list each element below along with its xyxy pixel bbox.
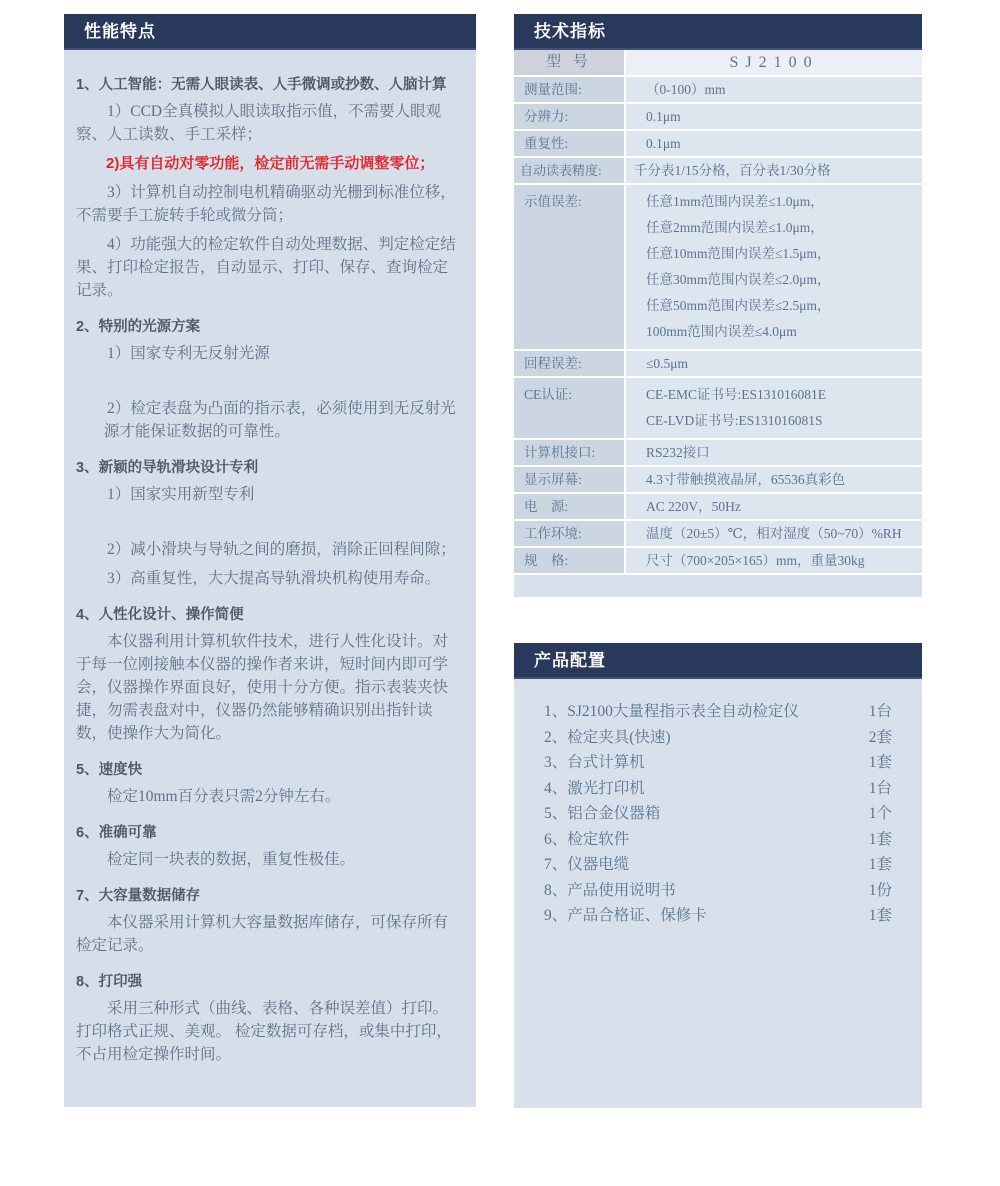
spec-row [514, 77, 922, 104]
tech-specs-panel [514, 14, 922, 597]
spec-value-line: 100mm范围内误差≤4.0μm [646, 324, 797, 339]
config-item [544, 852, 892, 878]
spec-label: 重复性: [514, 131, 626, 156]
features-panel-body [64, 50, 476, 1107]
spec-row [514, 104, 922, 131]
paragraph: 2）减小滑块与导轨之间的磨损，消除正回程间隙； [107, 541, 456, 558]
spec-row [514, 548, 922, 575]
spec-value: 4.3寸带触摸液晶屏，65536真彩色 [626, 467, 922, 492]
spec-row [514, 351, 922, 378]
feature-section-3 [76, 456, 456, 590]
spec-value-line: 任意1mm范围内误差≤1.0μm， [646, 194, 824, 209]
spec-label: 分辨力: [514, 104, 626, 129]
item-name: 8、产品使用说明书 [544, 881, 676, 899]
feature-section-5 [76, 758, 456, 808]
product-config-body [514, 679, 922, 1108]
item-qty: 1套 [868, 754, 892, 771]
item-name: 7、仪器电缆 [544, 856, 630, 873]
config-item [544, 750, 892, 776]
spec-value-line: 任意2mm范围内误差≤1.0μm， [646, 220, 824, 235]
features-panel [64, 14, 476, 1109]
paragraph: 2）检定表盘为凸面的指示表，必须使用到无反射光源才能保证数据的可靠性。 [103, 400, 456, 440]
spec-row [514, 440, 922, 467]
spec-table [514, 50, 922, 597]
paragraph: 3）计算机自动控制电机精确驱动光栅到标准位移，不需要手工旋转手轮或微分筒； [76, 184, 456, 224]
paragraph: 采用三种形式（曲线、表格、各种误差值）打印。打印格式正规、美观。 检定数据可存档，或集中打印，不占用检定操作时间。 [76, 1000, 452, 1063]
product-config-title: 产品配置 [514, 643, 922, 679]
config-item [544, 725, 892, 751]
section-heading: 2、特别的光源方案 [76, 319, 201, 335]
tech-specs-title: 技术指标 [514, 14, 922, 50]
spec-label: 规 格: [514, 548, 626, 573]
product-config-panel [514, 643, 922, 1108]
paragraph: 1）国家专利无反射光源 [107, 345, 270, 362]
config-item [544, 801, 892, 827]
spec-value: 0.1μm [626, 131, 922, 156]
paragraph: 检定同一块表的数据，重复性极佳。 [107, 851, 356, 868]
spec-value: RS232接口 [626, 440, 922, 465]
spec-row [514, 494, 922, 521]
item-qty: 1套 [868, 907, 892, 924]
item-name: 2、检定夹具(快速) [544, 728, 671, 746]
paragraph: 本仪器利用计算机软件技术，进行人性化设计。对于每一位刚接触本仪器的操作者来讲，短时间内即可学会，仪器操作界面良好，使用十分方便。指示表装夹快捷，勿需表盘对中，仪器仍然能够精确识别出指针读数，使操作大为简化。 [76, 633, 449, 742]
spec-value: 千分表1/15分格，百分表1/30分格 [626, 158, 922, 183]
feature-section-4 [76, 603, 456, 745]
spec-value-line: 任意10mm范围内误差≤1.5μm， [646, 246, 831, 261]
item-qty: 1台 [868, 779, 892, 797]
spec-label: 回程误差: [514, 351, 626, 376]
config-item [544, 827, 892, 853]
feature-section-7 [76, 884, 456, 957]
config-item [544, 878, 892, 904]
section-heading: 4、人性化设计、操作简便 [76, 607, 244, 623]
spec-value: 0.1μm [626, 104, 922, 129]
spec-label: 工作环境: [514, 521, 626, 546]
spec-label: 自动读表精度: [514, 158, 626, 183]
spec-value: ≤0.5μm [626, 351, 922, 376]
feature-section-2 [76, 315, 456, 443]
item-name: 3、台式计算机 [544, 754, 645, 771]
spec-row-model [514, 50, 922, 77]
item-qty: 2套 [868, 728, 892, 746]
item-name: 6、检定软件 [544, 830, 630, 848]
spec-row [514, 131, 922, 158]
feature-section-8 [76, 970, 456, 1066]
spec-value: 尺寸（700×205×165）mm，重量30kg [626, 548, 922, 573]
spec-value-line: 任意30mm范围内误差≤2.0μm， [646, 272, 831, 287]
spec-label: 计算机接口: [514, 440, 626, 465]
item-name: 9、产品合格证、保修卡 [544, 907, 707, 924]
section-heading: 5、速度快 [76, 762, 143, 778]
section-heading: 8、打印强 [76, 974, 143, 990]
spec-value: （0-100）mm [626, 77, 922, 102]
item-qty: 1份 [868, 881, 892, 899]
spec-label: 电 源: [514, 494, 626, 519]
paragraph: 1）国家实用新型专利 [107, 486, 255, 503]
paragraph: 4）功能强大的检定软件自动处理数据、判定检定结果、打印检定报告，自动显示、打印、保存、查询检定记录。 [76, 236, 456, 299]
feature-section-1 [76, 73, 456, 302]
item-name: 1、SJ2100大量程指示表全自动检定仪 [544, 703, 799, 720]
section-heading: 6、准确可靠 [76, 825, 157, 841]
config-item [544, 903, 892, 929]
section-heading: 7、大容量数据储存 [76, 888, 201, 904]
spec-value [626, 378, 922, 438]
spec-label: 示值误差: [514, 185, 626, 349]
paragraph: 本仪器采用计算机大容量数据库储存，可保存所有检定记录。 [76, 914, 449, 954]
spec-label: 型 号 [514, 50, 626, 75]
spec-label: CE认证: [514, 378, 626, 438]
paragraph: 检定10mm百分表只需2分钟左右。 [107, 788, 341, 805]
features-panel-title: 性能特点 [64, 14, 476, 50]
item-name: 5、铝合金仪器箱 [544, 805, 661, 822]
spec-value [626, 185, 922, 349]
spec-label: 测量范围: [514, 77, 626, 102]
spec-row-error [514, 185, 922, 351]
section-heading: 1、人工智能：无需人眼读表、人手微调或抄数、人脑计算 [76, 77, 447, 93]
item-qty: 1套 [868, 830, 892, 848]
config-item [544, 776, 892, 802]
spec-value: 温度（20±5）℃，相对湿度（50~70）%RH [626, 521, 922, 546]
spec-value: SJ2100 [626, 50, 922, 75]
feature-section-6 [76, 821, 456, 871]
spec-table-footer [514, 575, 922, 597]
item-qty: 1个 [868, 805, 892, 822]
spec-row [514, 521, 922, 548]
section-heading: 3、新颖的导轨滑块设计专利 [76, 460, 259, 476]
paragraph: 3）高重复性，大大提高导轨滑块机构使用寿命。 [107, 570, 441, 587]
spec-row [514, 467, 922, 494]
spec-row-ce [514, 378, 922, 440]
spec-value-line: CE-LVD证书号:ES131016081S [646, 413, 823, 428]
item-qty: 1台 [868, 703, 892, 720]
config-item [544, 699, 892, 725]
spec-value-line: CE-EMC证书号:ES131016081E [646, 387, 827, 402]
spec-label: 显示屏幕: [514, 467, 626, 492]
paragraph: 1）CCD全真模拟人眼读取指示值，不需要人眼观察、人工读数、手工采样； [76, 103, 442, 143]
spec-value-line: 任意50mm范围内误差≤2.5μm， [646, 298, 831, 313]
item-qty: 1套 [868, 856, 892, 873]
spec-value: AC 220V，50Hz [626, 494, 922, 519]
item-name: 4、激光打印机 [544, 779, 645, 797]
spec-row [514, 158, 922, 185]
highlight-paragraph: 2)具有自动对零功能，检定前无需手动调整零位； [106, 155, 435, 172]
